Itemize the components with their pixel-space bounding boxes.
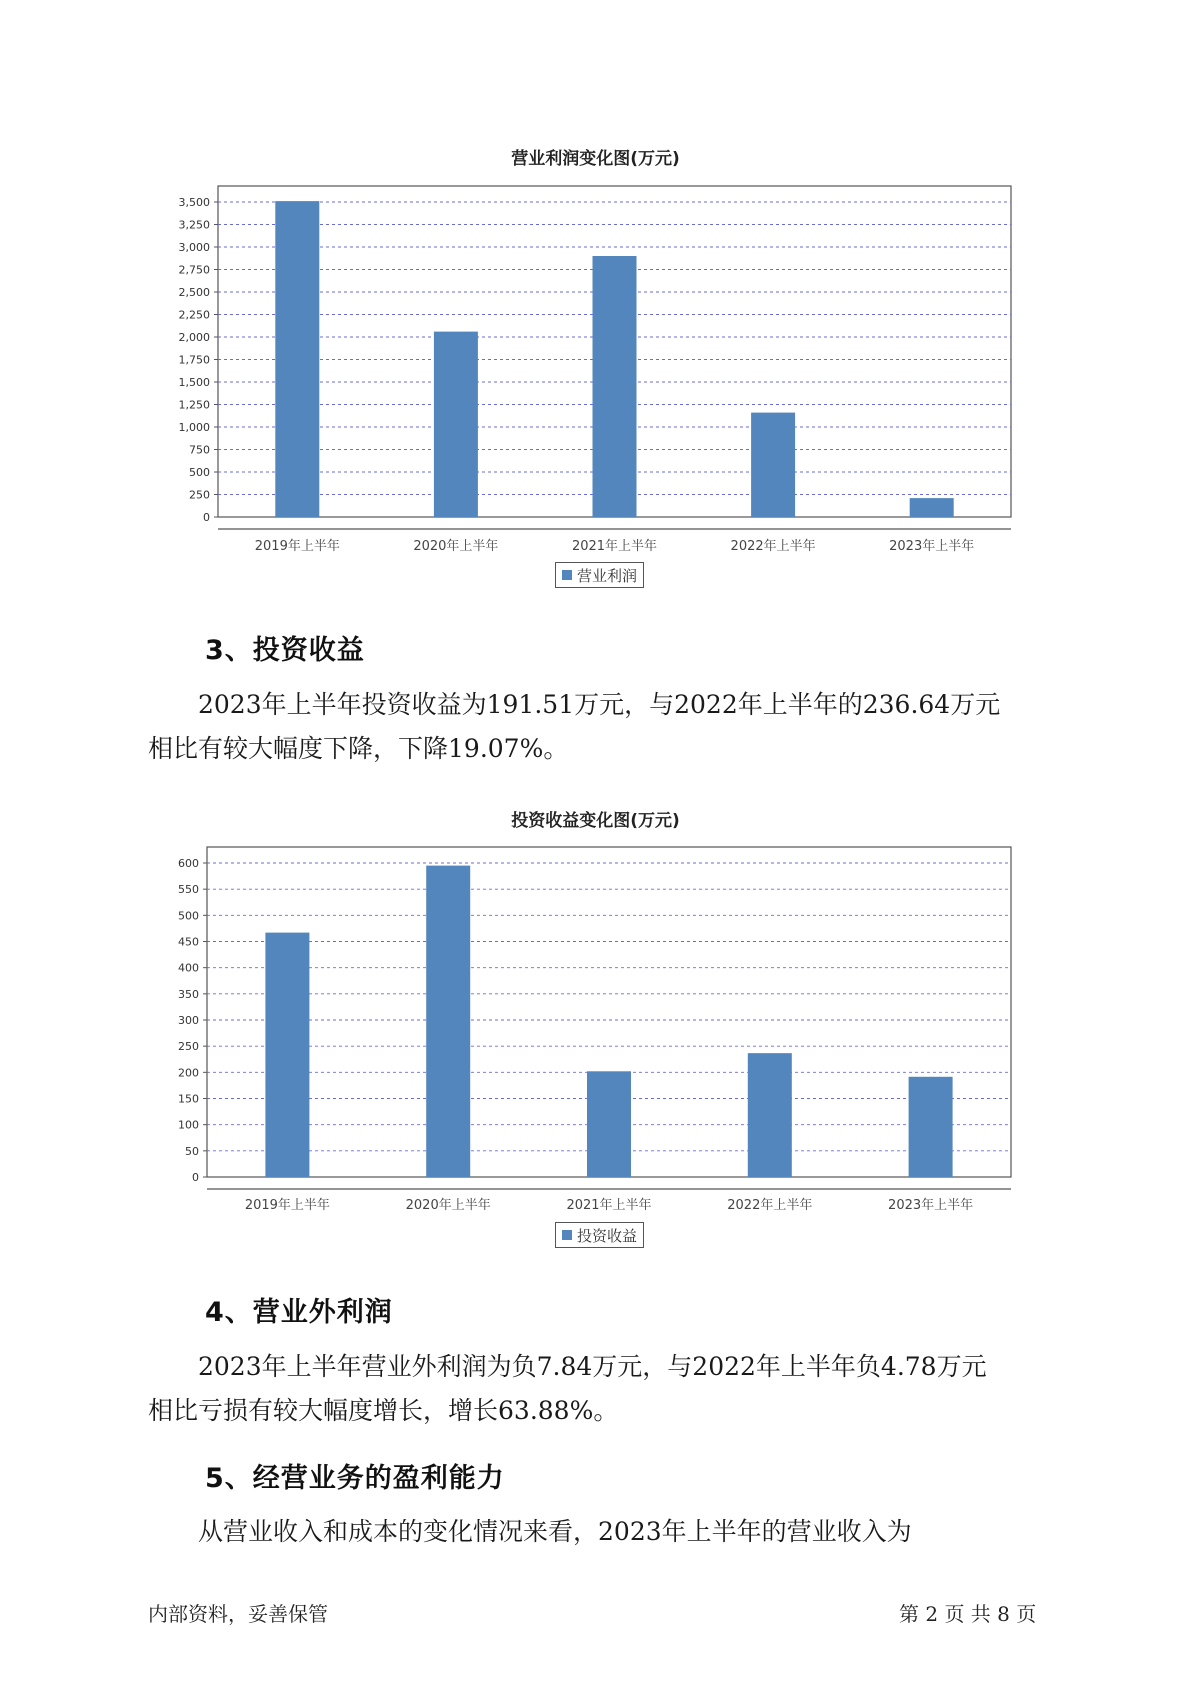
y-tick-label: 2,500 [178,286,210,299]
y-tick-label: 150 [178,1092,199,1106]
y-tick-label: 2,000 [178,331,210,344]
chart1-legend-label: 营业利润 [577,566,638,585]
section-4-line-2: 相比亏损有较大幅度增长，增长63.88%。 [148,1396,619,1425]
bar [434,332,478,517]
y-tick-label: 0 [192,1171,199,1184]
bar [910,498,954,517]
y-tick-label: 3,250 [178,218,210,232]
x-tick-label: 2021年上半年 [566,1198,652,1213]
x-tick-label: 2021年上半年 [571,539,658,554]
y-tick-label: 1,250 [178,398,210,412]
x-tick-label: 2019年上半年 [244,1198,330,1213]
section-4-line-1: 2023年上半年营业外利润为负7.84万元，与2022年上半年负4.78万元 [198,1352,987,1381]
bar [275,201,319,517]
y-tick-label: 500 [178,909,199,923]
chart1-title: 营业利润变化图(万元) [511,149,680,169]
section-3-line-2: 相比有较大幅度下降，下降19.07%。 [148,734,569,763]
y-tick-label: 600 [178,857,199,870]
y-tick-label: 50 [185,1144,199,1158]
investment-income-chart [0,835,1191,1255]
x-tick-label: 2023年上半年 [889,539,975,554]
section-3-heading: 3、投资收益 [205,635,365,666]
footer-left: 内部资料，妥善保管 [148,1602,328,1626]
chart2-title: 投资收益变化图(万元) [511,811,680,831]
x-tick-label: 2022年上半年 [727,1198,813,1213]
y-tick-label: 550 [178,883,199,897]
x-tick-label: 2022年上半年 [730,539,816,554]
section-5-line-1: 从营业收入和成本的变化情况来看，2023年上半年的营业收入为 [198,1517,912,1546]
chart2-legend-label: 投资收益 [577,1226,638,1245]
y-tick-label: 500 [189,466,210,479]
footer-page-number: 第 2 页 共 8 页 [899,1602,1037,1626]
section-3-paragraph [148,683,1048,771]
bar [593,256,637,517]
section-4-heading: 4、营业外利润 [205,1297,393,1328]
x-tick-label: 2023年上半年 [888,1198,974,1213]
y-tick-label: 750 [189,443,210,457]
y-tick-label: 350 [178,987,199,1001]
operating-profit-chart [0,170,1191,590]
bar [587,1071,631,1177]
y-tick-label: 2,750 [178,263,210,277]
section-5-paragraph [148,1510,1048,1554]
bar [909,1077,953,1177]
y-tick-label: 1,500 [178,376,210,389]
bar [426,866,470,1177]
y-tick-label: 0 [203,511,210,524]
chart1-legend [555,562,644,588]
y-tick-label: 1,750 [178,353,210,367]
y-tick-label: 250 [189,488,210,502]
y-tick-label: 200 [178,1066,199,1080]
y-tick-label: 400 [178,961,199,975]
y-tick-label: 300 [178,1014,199,1027]
y-tick-label: 250 [178,1040,199,1054]
chart2-legend [555,1222,644,1248]
bar [751,413,795,517]
y-tick-label: 3,500 [178,196,210,209]
section-5-heading: 5、经营业务的盈利能力 [205,1463,505,1494]
x-tick-label: 2019年上半年 [254,539,340,554]
y-tick-label: 100 [178,1118,199,1132]
y-tick-label: 3,000 [178,241,210,254]
legend-swatch [562,1230,572,1240]
legend-swatch [562,570,572,580]
bar [265,933,309,1177]
y-tick-label: 2,250 [178,308,210,322]
y-tick-label: 1,000 [178,421,210,434]
y-tick-label: 450 [178,935,199,949]
bar [748,1053,792,1177]
x-tick-label: 2020年上半年 [413,539,499,554]
section-3-line-1: 2023年上半年投资收益为191.51万元，与2022年上半年的236.64万元 [198,690,1001,719]
section-4-paragraph [148,1345,1048,1433]
x-tick-label: 2020年上半年 [405,1198,491,1213]
